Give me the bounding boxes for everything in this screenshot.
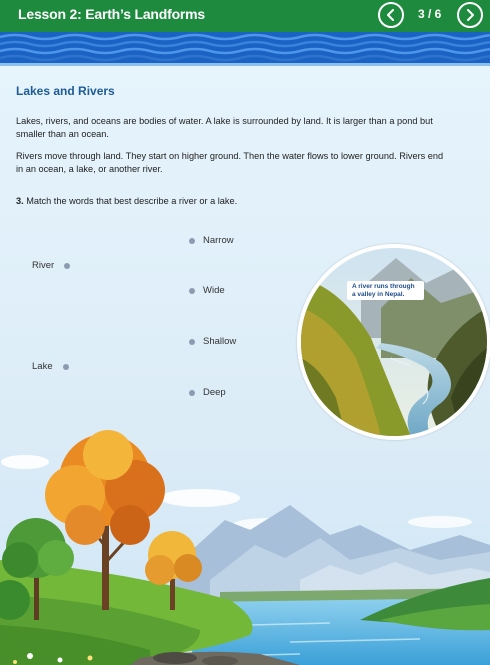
match-right-label: Shallow	[203, 336, 237, 347]
question	[16, 196, 237, 206]
river-valley-image	[301, 248, 487, 436]
match-dot[interactable]	[63, 364, 69, 370]
page-counter: 3 / 6	[418, 7, 442, 21]
next-page-button[interactable]	[457, 2, 483, 28]
match-right-deep[interactable]	[189, 387, 226, 398]
match-left-river[interactable]	[32, 260, 70, 271]
match-left-label: River	[32, 260, 55, 271]
match-dot[interactable]	[189, 238, 195, 244]
match-right-label: Deep	[203, 387, 226, 398]
match-dot[interactable]	[189, 288, 195, 294]
match-left-label: Lake	[32, 361, 53, 372]
question-text: Match the words that best describe a river or a lake.	[26, 196, 238, 206]
lesson-header	[0, 0, 490, 32]
match-dot[interactable]	[189, 339, 195, 345]
match-dot[interactable]	[189, 390, 195, 396]
section-title: Lakes and Rivers	[16, 84, 115, 98]
lesson-title: Lesson 2: Earth’s Landforms	[18, 6, 206, 22]
river-valley-photo	[297, 244, 490, 440]
photo-caption: A river runs through a valley in Nepal.	[347, 281, 424, 300]
chevron-left-icon	[385, 9, 397, 21]
question-number: 3.	[16, 196, 24, 206]
previous-page-button[interactable]	[378, 2, 404, 28]
match-left-lake[interactable]	[32, 361, 69, 372]
match-right-narrow[interactable]	[189, 235, 234, 246]
match-right-label: Narrow	[203, 235, 234, 246]
match-right-shallow[interactable]	[189, 336, 236, 347]
paragraph-lakes: Lakes, rivers, and oceans are bodies of water. A lake is surrounded by land. It is larger than a pond but smaller than an ocean.	[16, 116, 433, 139]
chevron-right-icon	[464, 9, 476, 21]
match-right-label: Wide	[203, 285, 225, 296]
landscape-illustration	[0, 420, 490, 665]
paragraph-rivers: Rivers move through land. They start on higher ground. Then the water flows to lower ground. Rivers end in an ocean, a lake, or another river.	[16, 151, 444, 174]
match-dot[interactable]	[64, 263, 70, 269]
water-banner	[0, 32, 490, 66]
match-right-wide[interactable]	[189, 285, 225, 296]
